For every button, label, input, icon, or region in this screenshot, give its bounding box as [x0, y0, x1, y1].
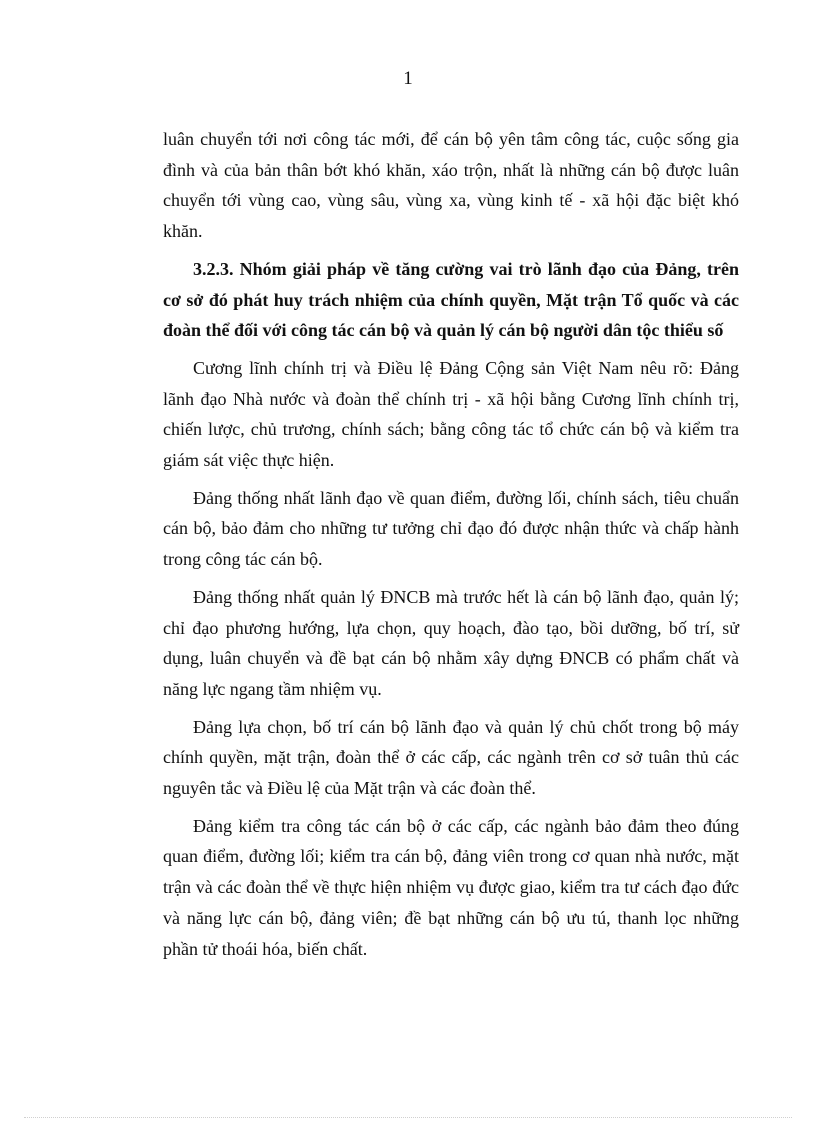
section-heading: 3.2.3. Nhóm giải pháp về tăng cường vai trò lãnh đạo của Đảng, trên cơ sở đó phát huy trách nhiệm của chính quyền, Mặt trận Tổ quốc và các đoàn thể đối với công tác cán bộ và quản lý cán bộ người dân tộc thiểu số — [163, 258, 739, 341]
paragraph-unified-leadership: Đảng thống nhất lãnh đạo về quan điểm, đường lối, chính sách, tiêu chuẩn cán bộ, bảo đảm cho những tư tưởng chỉ đạo đó được nhận thức và chấp hành trong công tác cán bộ. — [163, 487, 739, 570]
document-body — [163, 124, 739, 971]
paragraph-party-platform: Cương lĩnh chính trị và Điều lệ Đảng Cộng sản Việt Nam nêu rõ: Đảng lãnh đạo Nhà nước và đoàn thể chính trị - xã hội bằng Cương lĩnh chính trị, chiến lược, chủ trương, chính sách; bằng công tác tổ chức cán bộ và kiểm tra giám sát việc thực hiện. — [163, 357, 739, 471]
paragraph-selection-placement: Đảng lựa chọn, bố trí cán bộ lãnh đạo và quản lý chủ chốt trong bộ máy chính quyền, mặt trận, đoàn thể ở các cấp, các ngành trên cơ sở tuân thủ các nguyên tắc và Điều lệ của Mặt trận và các đoàn thể. — [163, 716, 739, 799]
page-bottom-divider — [24, 1117, 792, 1118]
page-number: 1 — [403, 68, 413, 89]
paragraph-inspection: Đảng kiểm tra công tác cán bộ ở các cấp, các ngành bảo đảm theo đúng quan điểm, đường lối; kiểm tra cán bộ, đảng viên trong cơ quan nhà nước, mặt trận và các đoàn thể về thực hiện nhiệm vụ được giao, kiểm tra tư cách đạo đức và năng lực cán bộ, đảng viên; đề bạt những cán bộ ưu tú, thanh lọc những phần tử thoái hóa, biến chất. — [163, 815, 739, 959]
paragraph-unified-management: Đảng thống nhất quản lý ĐNCB mà trước hết là cán bộ lãnh đạo, quản lý; chỉ đạo phương hướng, lựa chọn, quy hoạch, đào tạo, bồi dưỡng, bố trí, sử dụng, luân chuyển và đề bạt cán bộ nhằm xây dựng ĐNCB có phẩm chất và năng lực ngang tầm nhiệm vụ. — [163, 586, 739, 699]
paragraph-continuation: luân chuyển tới nơi công tác mới, để cán bộ yên tâm công tác, cuộc sống gia đình và của bản thân bớt khó khăn, xáo trộn, nhất là những cán bộ được luân chuyển tới vùng cao, vùng sâu, vùng xa, vùng kinh tế - xã hội đặc biệt khó khăn. — [163, 129, 739, 242]
